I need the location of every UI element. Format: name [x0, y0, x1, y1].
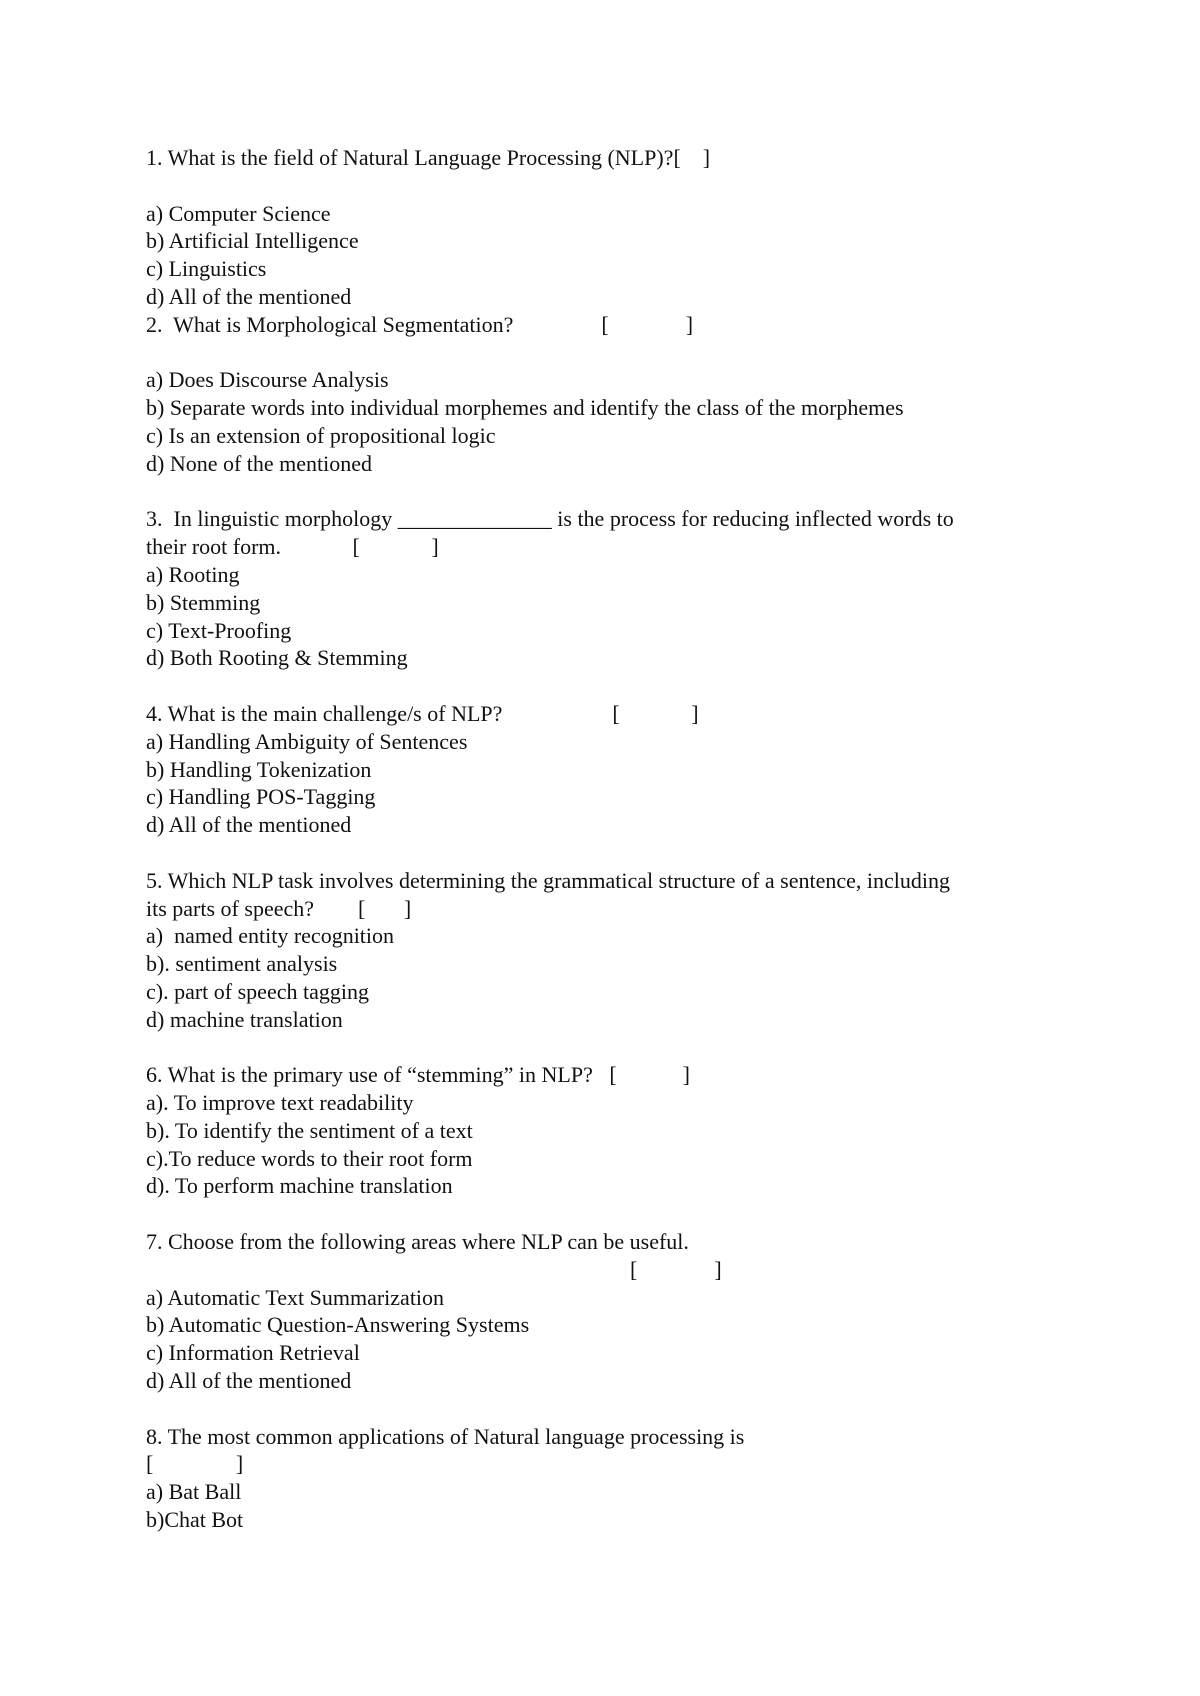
answer-option: a) Automatic Text Summarization	[146, 1284, 445, 1310]
answer-option: c) Linguistics	[146, 256, 267, 282]
answer-option: a). To improve text readability	[146, 1090, 414, 1116]
answer-option: c). part of speech tagging	[146, 978, 369, 1004]
answer-option: b)Chat Bot	[146, 1507, 244, 1533]
answer-option: d) Both Rooting & Stemming	[146, 645, 408, 671]
answer-option: b) Automatic Question-Answering Systems	[146, 1312, 530, 1338]
answer-option: a) named entity recognition	[146, 923, 395, 949]
question-block	[146, 700, 1076, 867]
question-text: their root form. [ ]	[146, 534, 439, 560]
spacer	[146, 339, 1076, 367]
question-block	[146, 1061, 1076, 1228]
spacer	[146, 1200, 1076, 1228]
question-text: 8. The most common applications of Natural language processing is	[146, 1423, 745, 1449]
answer-option: c) Text-Proofing	[146, 617, 292, 643]
answer-option: a) Computer Science	[146, 200, 331, 226]
question-block	[146, 144, 1076, 311]
question-text: 1. What is the field of Natural Language Processing (NLP)?[ ]	[146, 145, 711, 170]
answer-option: d). To perform machine translation	[146, 1173, 453, 1199]
answer-option: b) Stemming	[146, 589, 261, 615]
answer-option: b). To identify the sentiment of a text	[146, 1117, 473, 1143]
question-text: 7. Choose from the following areas where NLP can be useful.	[146, 1229, 689, 1255]
question-block	[146, 311, 1076, 506]
spacer	[146, 478, 1076, 506]
question-block	[146, 1228, 1076, 1423]
answer-option: b) Artificial Intelligence	[146, 228, 359, 254]
answer-option: b) Handling Tokenization	[146, 756, 372, 782]
answer-option: d) None of the mentioned	[146, 450, 373, 476]
answer-option: a) Bat Ball	[146, 1479, 242, 1505]
answer-option: a) Does Discourse Analysis	[146, 367, 389, 393]
answer-option: d) All of the mentioned	[146, 283, 352, 309]
question-text: 4. What is the main challenge/s of NLP? [ ]	[146, 700, 699, 726]
question-text: its parts of speech? [ ]	[146, 895, 412, 921]
answer-option: a) Rooting	[146, 561, 240, 587]
question-block	[146, 867, 1076, 1062]
answer-option: d) All of the mentioned	[146, 1368, 352, 1394]
answer-option: c) Information Retrieval	[146, 1340, 360, 1366]
answer-option: c) Handling POS-Tagging	[146, 784, 376, 810]
spacer	[146, 839, 1076, 867]
answer-option: b). sentiment analysis	[146, 951, 338, 977]
answer-option: b) Separate words into individual morphemes and identify the class of the morphemes	[146, 395, 904, 421]
question-text: 6. What is the primary use of “stemming” in NLP? [ ]	[146, 1062, 690, 1088]
question-text: [ ]	[146, 1256, 722, 1282]
question-text: [ ]	[146, 1451, 244, 1477]
question-text: 3. In linguistic morphology ______________ is the process for reducing inflected words to	[146, 506, 954, 532]
question-text: 2. What is Morphological Segmentation? [ ]	[146, 311, 694, 337]
spacer	[146, 672, 1076, 700]
answer-option: a) Handling Ambiguity of Sentences	[146, 728, 468, 754]
answer-option: d) machine translation	[146, 1006, 343, 1032]
answer-option: d) All of the mentioned	[146, 812, 352, 838]
question-block	[146, 505, 1076, 700]
answer-option: c).To reduce words to their root form	[146, 1145, 473, 1171]
answer-option: c) Is an extension of propositional logic	[146, 422, 496, 448]
quiz-questions	[146, 144, 1076, 1534]
spacer	[146, 1395, 1076, 1423]
spacer	[146, 172, 1076, 200]
question-block	[146, 1423, 1076, 1534]
spacer	[146, 1034, 1076, 1062]
question-text: 5. Which NLP task involves determining the grammatical structure of a sentence, including	[146, 867, 950, 893]
